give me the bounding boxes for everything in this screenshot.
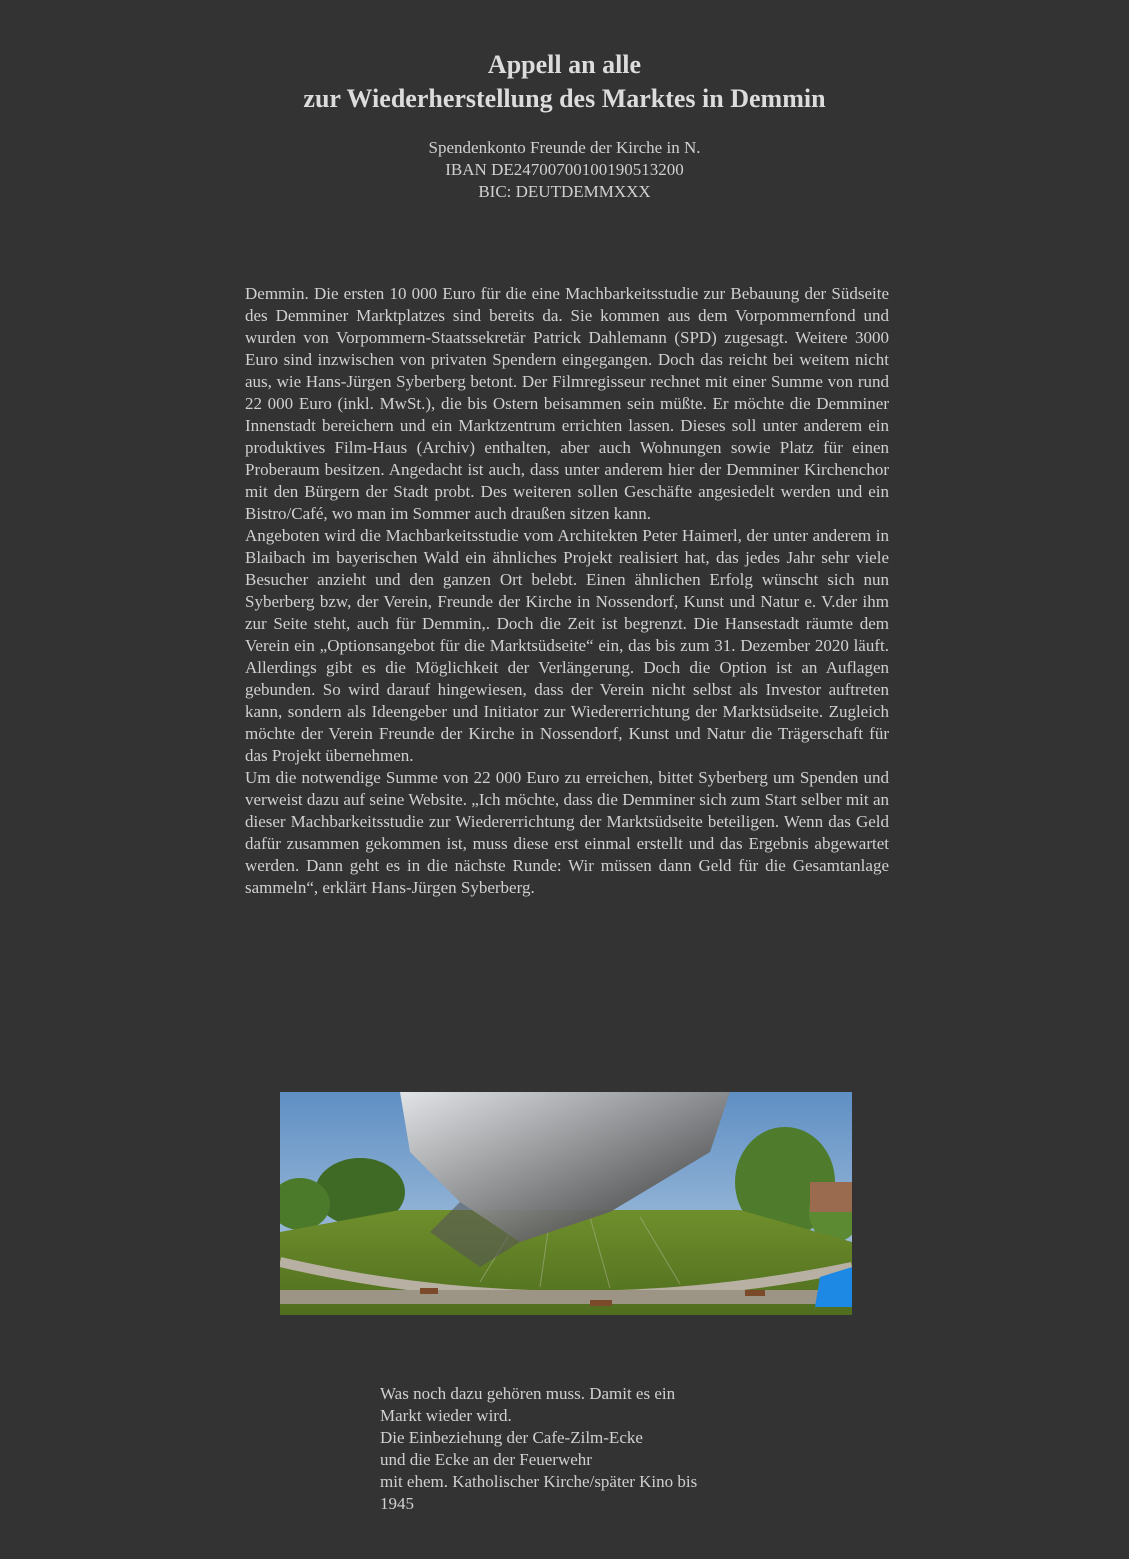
article-paragraph-3: Um die notwendige Summe von 22 000 Euro zu erreichen, bittet Syberberg um Spenden und verweist dazu auf seine Website. „Ich möchte, dass die Demminer sich zum Start selber mit an dieser Machbarkeitsstudie zur Wiedererrichtung der Marktsüdseite beteiligen. Wenn das Geld dafür zusammen gekommen ist, muss diese erst einmal erstellt und das Ergebnis abgewartet werden. Dann geht es in die nächste Runde: Wir müssen dann Geld für die Gesamtanlage sammeln“, erklärt Hans-Jürgen Syberberg. xyxy=(245,768,889,897)
photo-caption xyxy=(380,1383,760,1515)
caption-line-1: Was noch dazu gehören muss. Damit es ein xyxy=(380,1384,676,1403)
caption-line-3: Die Einbeziehung der Cafe-Zilm-Ecke xyxy=(380,1428,643,1447)
account-holder: Spendenkonto Freunde der Kirche in N. xyxy=(428,138,701,157)
title-line-2: zur Wiederherstellung des Marktes in Demmin xyxy=(303,84,826,113)
article-paragraph-2: Angeboten wird die Machbarkeitsstudie vom Architekten Peter Haimerl, der unter anderem in Blaibach im bayerischen Wald ein ähnliches Projekt realisiert hat, das jedes Jahr sehr viele Besucher anzieht und den ganzen Ort belebt. Einen ähnlichen Erfolg wünscht sich nun Syberberg bzw, der Verein, Freunde der Kirche in Nossendorf, Kunst und Natur e. V.der ihm zur Seite steht, auch für Demmin,. Doch die Zeit ist begrenzt. Die Hansestadt räumte dem Verein ein „Optionsangebot für die Marktsüdseite“ ein, das bis zum 31. Dezember 2020 läuft. Allerdings gibt es die Möglichkeit der Verlängerung. Doch die Option ist an Auflagen gebunden. So wird darauf hingewiesen, dass der Verein nicht selbst als Investor auftreten kann, sondern als Ideengeber und Initiator zur Wiedererrichtung der Marktsüdseite. Zugleich möchte der Verein Freunde der Kirche in Nossendorf, Kunst und Natur die Trägerschaft für das Projekt übernehmen. xyxy=(245,526,889,765)
donation-account-info xyxy=(0,137,1129,203)
market-square-photo xyxy=(280,1092,852,1315)
article-body xyxy=(245,283,889,899)
title-line-1: Appell an alle xyxy=(487,50,642,79)
caption-line-6: 1945 xyxy=(380,1494,414,1513)
market-square-illustration xyxy=(280,1092,852,1315)
caption-line-5: mit ehem. Katholischer Kirche/später Kino bis xyxy=(380,1472,698,1491)
caption-line-2: Markt wieder wird. xyxy=(380,1406,512,1425)
page-title xyxy=(0,48,1129,116)
caption-line-4: und die Ecke an der Feuerwehr xyxy=(380,1450,592,1469)
account-iban: IBAN DE24700700100190513200 xyxy=(445,160,684,179)
article-paragraph-1: Demmin. Die ersten 10 000 Euro für die eine Machbarkeitsstudie zur Bebauung der Südseite des Demminer Marktplatzes sind bereits da. Sie kommen aus dem Vorpommernfond und wurden von Vorpommern-Staatssekretär Patrick Dahlemann (SPD) zugesagt. Weitere 3000 Euro sind inzwischen von privaten Spendern eingegangen. Doch das reicht bei weitem nicht aus, wie Hans-Jürgen Syberberg betont. Der Filmregisseur rechnet mit einer Summe von rund 22 000 Euro (inkl. MwSt.), die bis Ostern beisammen sein müßte. Er möchte die Demminer Innenstadt bereichern und ein Marktzentrum errichten lassen. Dieses soll unter anderem ein produktives Film-Haus (Archiv) enthalten, aber auch Wohnungen sowie Platz für einen Proberaum besitzen. Angedacht ist auch, dass unter anderem hier der Demminer Kirchenchor mit den Bürgern der Stadt probt. Des weiteren sollen Geschäfte angesiedelt werden und ein Bistro/Café, wo man im Sommer auch draußen sitzen kann. xyxy=(245,284,889,523)
account-bic: BIC: DEUTDEMMXXX xyxy=(478,182,651,201)
